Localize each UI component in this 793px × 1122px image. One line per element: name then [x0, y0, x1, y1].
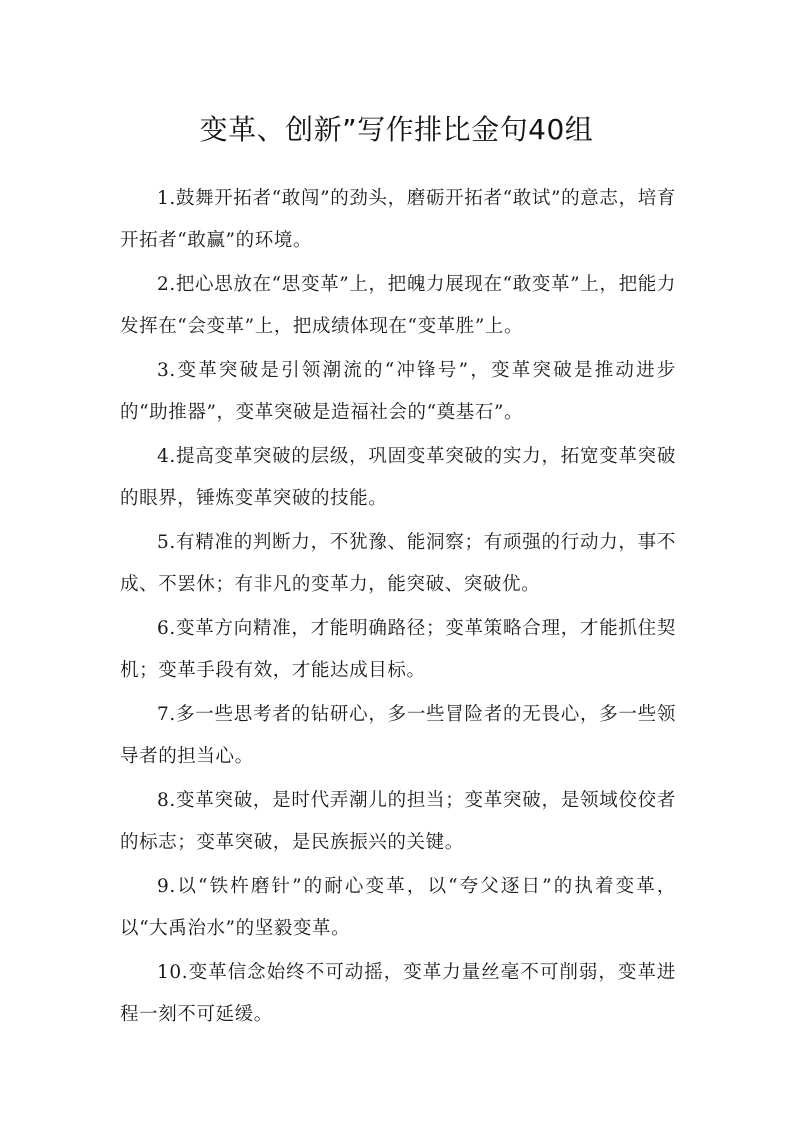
list-item: 8.变革突破，是时代弄潮儿的担当；变革突破，是领域佼佼者的标志；变革突破，是民族振兴的关键。	[120, 790, 676, 853]
list-item: 5.有精准的判断力，不犹豫、能洞察；有顽强的行动力，事不成、不罢休；有非凡的变革力，能突破、突破优。	[120, 532, 676, 595]
list-item: 3.变革突破是引领潮流的“冲锋号”，变革突破是推动进步的“助推器”，变革突破是造福社会的“奠基石”。	[120, 360, 676, 423]
sentence-list	[120, 178, 676, 1038]
list-item: 4.提高变革突破的层级，巩固变革突破的实力，拓宽变革突破的眼界，锤炼变革突破的技能。	[120, 446, 676, 509]
page-title: 变革、创新”写作排比金句40组	[199, 113, 594, 146]
list-item: 9.以“铁杵磨针”的耐心变革，以“夸父逐日”的执着变革，以“大禹治水”的坚毅变革。	[120, 876, 676, 939]
list-item: 1.鼓舞开拓者“敢闯”的劲头，磨砺开拓者“敢试”的意志，培育开拓者“敢赢”的环境。	[120, 188, 676, 251]
list-item: 6.变革方向精准，才能明确路径；变革策略合理，才能抓住契机；变革手段有效，才能达成目标。	[120, 618, 676, 681]
list-item: 10.变革信念始终不可动摇，变革力量丝毫不可削弱，变革进程一刻不可延缓。	[120, 962, 676, 1025]
list-item: 7.多一些思考者的钻研心，多一些冒险者的无畏心，多一些领导者的担当心。	[120, 704, 676, 767]
list-item: 2.把心思放在“思变革”上，把魄力展现在“敢变革”上，把能力发挥在“会变革”上，把成绩体现在“变革胜”上。	[120, 274, 676, 337]
